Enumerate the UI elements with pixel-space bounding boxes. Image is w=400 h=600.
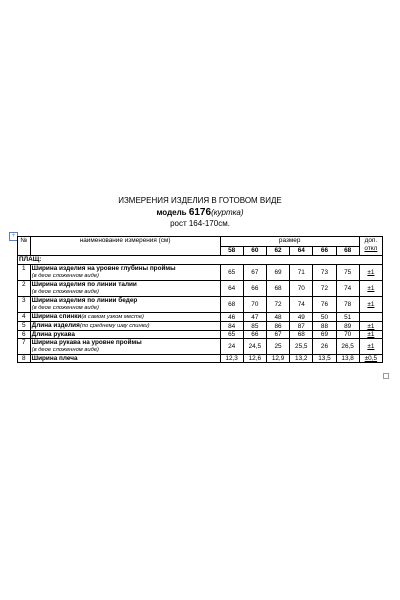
- value-size-62: 12,9: [266, 355, 289, 363]
- value-size-58: 65: [220, 331, 243, 339]
- value-size-64: 13,2: [290, 355, 313, 363]
- value-size-62: 48: [266, 313, 289, 322]
- table-row: [18, 331, 383, 339]
- row-number: 5: [18, 322, 31, 331]
- value-size-62: 68: [266, 281, 289, 297]
- value-size-66: 73: [313, 265, 336, 281]
- section-title: ПЛАЩ:: [18, 256, 383, 265]
- table-row: [18, 313, 383, 322]
- tolerance-value: ±1: [359, 339, 382, 355]
- measurement-name: Ширина изделия на уровне глубины проймы: [31, 265, 176, 272]
- col-header-tolerance: [359, 237, 382, 256]
- size-header-64: 64: [290, 247, 313, 256]
- row-number: 7: [18, 339, 31, 355]
- value-size-64: 49: [290, 313, 313, 322]
- model-prefix: модель: [156, 208, 189, 217]
- value-size-60: 85: [243, 322, 266, 331]
- measurement-name: Длина рукава: [31, 331, 75, 338]
- size-header-62: 62: [266, 247, 289, 256]
- size-header-60: 60: [243, 247, 266, 256]
- value-size-58: 24: [220, 339, 243, 355]
- size-header-68: 68: [336, 247, 359, 256]
- table-row: [18, 322, 383, 331]
- measurement-name-cell: [30, 297, 220, 313]
- measurement-note: (по среднему шву спинки): [79, 323, 150, 329]
- model-type: (куртка): [211, 208, 244, 217]
- value-size-58: 68: [220, 297, 243, 313]
- row-number: 4: [18, 313, 31, 322]
- table-row: [18, 355, 383, 363]
- tolerance-value: ±1: [359, 281, 382, 297]
- model-line: [0, 207, 400, 218]
- value-size-64: 68: [290, 331, 313, 339]
- value-size-60: 24,5: [243, 339, 266, 355]
- row-number: 1: [18, 265, 31, 281]
- value-size-68: 74: [336, 281, 359, 297]
- model-number: 6176: [188, 207, 212, 218]
- value-size-62: 86: [266, 322, 289, 331]
- size-header-58: 58: [220, 247, 243, 256]
- tolerance-value: ±1: [359, 322, 382, 331]
- tolerance-value: ±1: [359, 331, 382, 339]
- measurements-table: [17, 236, 383, 363]
- measurement-name-cell: [30, 281, 220, 297]
- row-number: 8: [18, 355, 31, 363]
- col-header-tolerance-1: доп.: [364, 237, 378, 244]
- value-size-66: 50: [313, 313, 336, 322]
- row-number: 6: [18, 331, 31, 339]
- value-size-58: 65: [220, 265, 243, 281]
- value-size-60: 70: [243, 297, 266, 313]
- measurement-name-cell: [30, 355, 220, 363]
- value-size-60: 67: [243, 265, 266, 281]
- value-size-68: 26,5: [336, 339, 359, 355]
- value-size-68: 70: [336, 331, 359, 339]
- table-row: [18, 297, 383, 313]
- measurement-note: (в самом узком месте): [81, 314, 144, 320]
- value-size-60: 66: [243, 331, 266, 339]
- value-size-60: 12,6: [243, 355, 266, 363]
- tolerance-value: ±0,5: [359, 355, 382, 363]
- col-header-tolerance-2: откл: [364, 245, 378, 252]
- table-row: [18, 265, 383, 281]
- value-size-62: 67: [266, 331, 289, 339]
- measurement-name-cell: [30, 313, 220, 322]
- table-resize-handle[interactable]: [383, 373, 389, 379]
- table-move-handle-icon[interactable]: +: [9, 232, 18, 241]
- value-size-62: 72: [266, 297, 289, 313]
- measurement-note: (в деое сложенном виде): [31, 305, 99, 311]
- value-size-66: 26: [313, 339, 336, 355]
- measurement-name: Ширина спинки: [31, 313, 82, 320]
- value-size-58: 64: [220, 281, 243, 297]
- value-size-64: 74: [290, 297, 313, 313]
- value-size-64: 70: [290, 281, 313, 297]
- col-header-name: наименование измерения (см): [30, 237, 220, 256]
- tolerance-value: ±1: [359, 297, 382, 313]
- measurement-note: (в деое сложенном виде): [31, 289, 99, 295]
- value-size-68: 78: [336, 297, 359, 313]
- size-header-66: 66: [313, 247, 336, 256]
- table-row: [18, 339, 383, 355]
- value-size-68: 75: [336, 265, 359, 281]
- value-size-68: 13,8: [336, 355, 359, 363]
- measurement-name-cell: [30, 339, 220, 355]
- tolerance-value: ±1: [359, 265, 382, 281]
- value-size-60: 47: [243, 313, 266, 322]
- measurement-name: Ширина изделия по линии талии: [31, 281, 137, 288]
- row-number: 3: [18, 297, 31, 313]
- value-size-66: 88: [313, 322, 336, 331]
- value-size-58: 46: [220, 313, 243, 322]
- measurement-name-cell: [30, 331, 220, 339]
- table-row: [18, 281, 383, 297]
- value-size-62: 69: [266, 265, 289, 281]
- value-size-62: 25: [266, 339, 289, 355]
- col-header-no: №: [18, 237, 31, 256]
- measurement-name: Длина изделия: [31, 322, 80, 329]
- value-size-66: 76: [313, 297, 336, 313]
- value-size-58: 84: [220, 322, 243, 331]
- tolerance-value: [359, 313, 382, 322]
- document-title: ИЗМЕРЕНИЯ ИЗДЕЛИЯ В ГОТОВОМ ВИДЕ: [118, 196, 282, 205]
- value-size-64: 71: [290, 265, 313, 281]
- row-number: 2: [18, 281, 31, 297]
- value-size-66: 13,5: [313, 355, 336, 363]
- measurement-name: Ширина изделия по линии бедер: [31, 297, 138, 304]
- measurement-note: (в деое сложенном виде): [31, 273, 99, 279]
- value-size-60: 66: [243, 281, 266, 297]
- measurement-name-cell: [30, 265, 220, 281]
- value-size-68: 51: [336, 313, 359, 322]
- height-line: рост 164-170см.: [170, 219, 230, 228]
- value-size-64: 25,5: [290, 339, 313, 355]
- value-size-58: 12,3: [220, 355, 243, 363]
- value-size-64: 87: [290, 322, 313, 331]
- measurement-note: (в деое сложенном виде): [31, 347, 99, 353]
- measurement-name: Ширина плеча: [31, 355, 78, 362]
- value-size-66: 69: [313, 331, 336, 339]
- value-size-68: 89: [336, 322, 359, 331]
- value-size-66: 72: [313, 281, 336, 297]
- col-header-size: размер: [220, 237, 359, 247]
- measurement-name: Ширина рукава на уровне проймы: [31, 339, 142, 346]
- measurement-name-cell: [30, 322, 220, 331]
